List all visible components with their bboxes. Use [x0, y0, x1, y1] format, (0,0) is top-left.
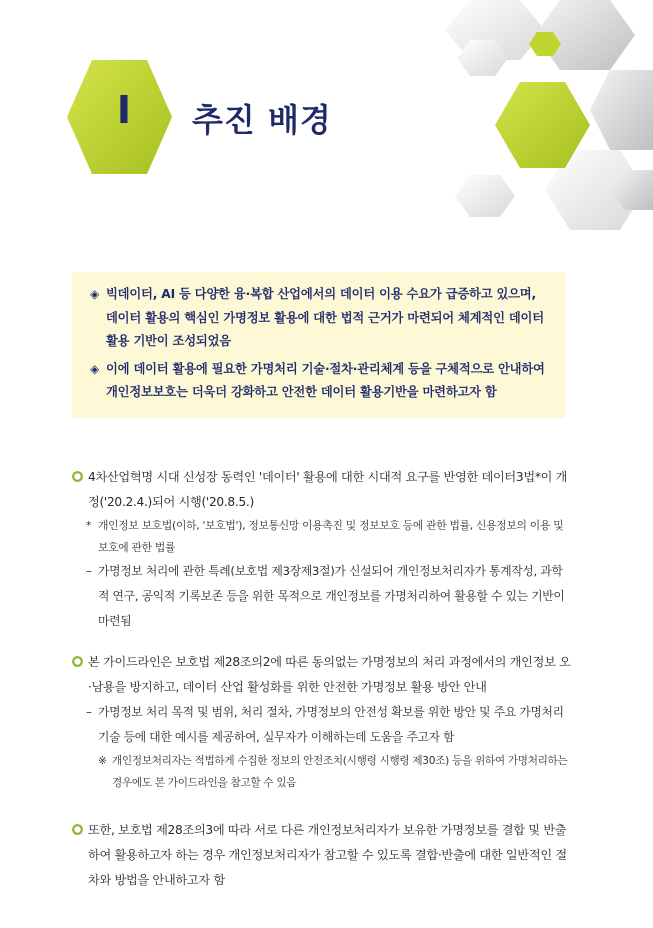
- asterisk-marker: *: [86, 519, 92, 532]
- section-combination: [72, 818, 572, 893]
- bullet-text: 본 가이드라인은 보호법 제28조의2에 따른 동의없는 가명정보의 처리 과정에서의 개인정보 오·남용을 방지하고, 데이터 산업 활성화를 위한 안전한 가명정보 활용 방안 안내: [88, 655, 571, 694]
- reference-text: 개인정보처리자는 적법하게 수집한 정보의 안전조치(시행령 시행령 제30조) 등을 위하여 가명처리하는 경우에도 본 가이드라인을 참고할 수 있음: [112, 755, 568, 789]
- summary-box: [72, 272, 565, 418]
- footnote: [72, 515, 572, 559]
- diamond-bullet-icon: ◈: [90, 287, 100, 301]
- chapter-title: 추진 배경: [192, 101, 332, 139]
- circle-bullet-icon: [72, 824, 83, 835]
- dash-item: [72, 700, 572, 750]
- circle-bullet-icon: [72, 656, 83, 667]
- summary-text: 빅데이터, AI 등 다양한 융·복합 산업에서의 데이터 이용 수요가 급증하고 있으며, 데이터 활용의 핵심인 가명정보 활용에 대한 법적 근거가 마련되어 체계적인 데이터 활용 기반이 조성되었음: [106, 287, 544, 348]
- bullet-text: 4차산업혁명 시대 신성장 동력인 '데이터' 활용에 대한 시대적 요구를 반영한 데이터3법*이 개정('20.2.4.)되어 시행('20.8.5.): [88, 470, 568, 509]
- diamond-bullet-icon: ◈: [90, 361, 100, 376]
- circle-bullet-icon: [72, 471, 83, 482]
- hexagon-shape: [590, 70, 653, 150]
- bullet-text: 또한, 보호법 제28조의3에 따라 서로 다른 개인정보처리자가 보유한 가명정보를 결합 및 반출하여 활용하고자 하는 경우 개인정보처리자가 참고할 수 있도록 결합·반출에 대한 일반적인 절차와 방법을 안내하고자 함: [88, 823, 567, 887]
- summary-item: [90, 283, 551, 354]
- dash-marker: –: [86, 705, 92, 719]
- dash-marker: –: [86, 564, 92, 578]
- dash-text: 가명정보 처리 목적 및 범위, 처리 절차, 가명정보의 안전성 확보를 위한 방안 및 주요 가명처리 기술 등에 대한 예시를 제공하여, 실무자가 이해하는데 도움을 주고자 함: [98, 705, 564, 744]
- summary-item: [90, 358, 551, 405]
- bullet-item: [72, 465, 572, 515]
- hexagon-shape: [455, 175, 515, 217]
- reference-marker: ※: [98, 755, 107, 767]
- footnote-text: 개인정보 보호법(이하, '보호법'), 정보통신망 이용촉진 및 정보보호 등에 관한 법률, 신용정보의 이용 및 보호에 관한 법률: [98, 519, 564, 554]
- bullet-item: [72, 818, 572, 893]
- bullet-item: [72, 650, 572, 700]
- section-data-laws: [72, 465, 572, 634]
- body-content: [72, 465, 572, 909]
- chapter-number: I: [116, 88, 132, 132]
- dash-item: [72, 559, 572, 634]
- dash-text: 가명정보 처리에 관한 특례(보호법 제3장제3절)가 신설되어 개인정보처리자가 통계작성, 과학적 연구, 공익적 기록보존 등을 위한 목적으로 개인정보를 가명처리하여 활용할 수 있는 기반이 마련됨: [98, 564, 565, 628]
- reference-note: [72, 750, 572, 794]
- summary-text: 이에 데이터 활용에 필요한 가명처리 기술·절차·관리체계 등을 구체적으로 안내하여 개인정보보호는 더욱더 강화하고 안전한 데이터 활용기반을 마련하고자 함: [106, 361, 545, 399]
- section-guideline: [72, 650, 572, 794]
